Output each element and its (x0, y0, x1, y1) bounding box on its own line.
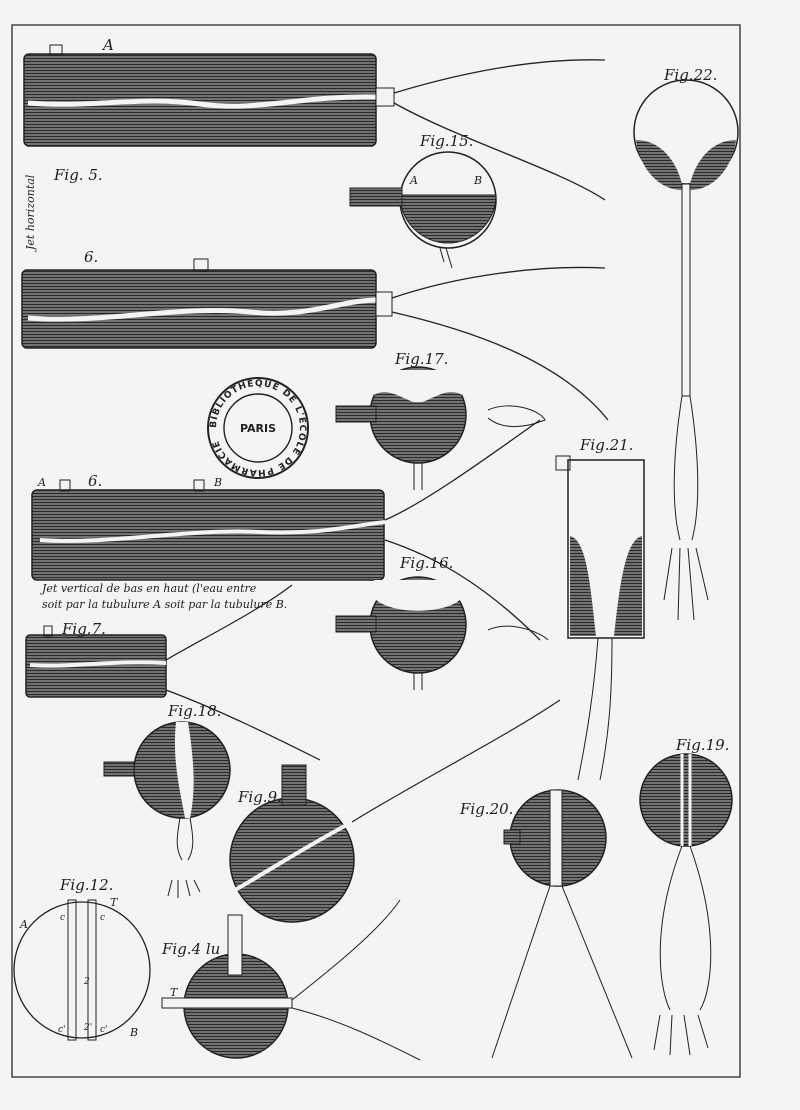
fig12-letter-t: T (110, 896, 118, 909)
fig9-label: Fig.9. (238, 788, 282, 806)
fig17-label: Fig.17. (395, 350, 449, 368)
fig15-globe (350, 152, 496, 268)
fig12-globe (14, 900, 150, 1040)
fig6b-label: 6. (88, 472, 103, 490)
fig5-horizontal-tube (24, 45, 605, 200)
fig19-label: Fig.19. (676, 736, 730, 754)
side-caption: Jet horizontal (24, 174, 37, 250)
fig6-label: 6. (84, 248, 99, 266)
fig7-label: Fig.7. (62, 620, 106, 638)
fig12-label: Fig.12. (60, 876, 114, 894)
vertical-jet-caption-1: Jet vertical de bas en haut (l'eau entre (42, 582, 257, 595)
stamp-center-text: PARIS (239, 422, 277, 435)
fig6-horizontal-tube (22, 259, 608, 420)
fig20-label: Fig.20. (460, 800, 514, 818)
fig15-letter-a: A (410, 174, 418, 187)
library-stamp (208, 377, 309, 478)
stamp-outer-text: BIBLIOTHÈQUE DE L'ÉCOLE DE PHARMACIE (208, 378, 308, 478)
fig12-letter-a: A (20, 918, 28, 931)
fig12-letter-z2: 2' (84, 1023, 93, 1033)
vertical-jet-caption-2: soit par la tubulure A soit par la tubulure B. (42, 598, 288, 611)
fig14-label: Fig.4 lu (162, 940, 221, 958)
fig17-globe (336, 367, 545, 490)
fig5-label: Fig. 5. (54, 166, 103, 184)
fig21-vessel (556, 456, 644, 780)
fig18-globe (104, 722, 230, 898)
fig12-letter-c2: c (100, 913, 106, 923)
fig19-globe (640, 754, 732, 1055)
fig6b-letter-b: B (214, 476, 223, 489)
fig12-letter-z1: 2 (84, 977, 90, 987)
fig21-label: Fig.21. (580, 436, 634, 454)
fig16-label: Fig.16. (400, 554, 454, 572)
label-a-top: A (103, 36, 114, 54)
fig15-label: Fig.15. (420, 132, 474, 150)
fig14-letter-t: T (170, 986, 178, 999)
fig18-label: Fig.18. (168, 702, 222, 720)
fig14-globe (162, 900, 420, 1060)
fig12-letter-c3: c' (58, 1025, 66, 1035)
fig16-globe (336, 577, 548, 690)
fig15-letter-b: B (474, 174, 483, 187)
fig12-letter-b: B (130, 1026, 139, 1039)
fig22-vessel (634, 80, 738, 620)
fig12-letter-c4: c' (100, 1025, 108, 1035)
fig22-label: Fig.22. (664, 66, 718, 84)
fig6b-letter-a: A (38, 476, 46, 489)
fig12-letter-c1: c (60, 913, 66, 923)
fig20-globe (492, 790, 632, 1058)
